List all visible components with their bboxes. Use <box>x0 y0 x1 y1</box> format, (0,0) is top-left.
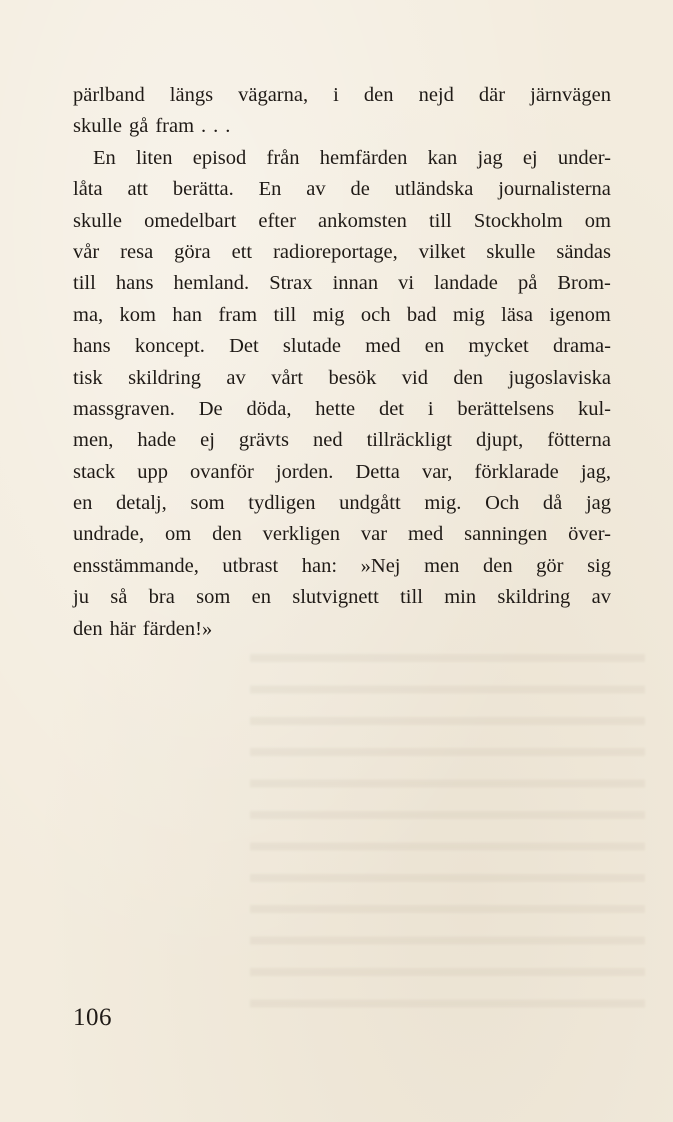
text-line <box>73 206 611 237</box>
word: upp <box>137 460 168 483</box>
word: hans <box>73 335 111 358</box>
word: gör <box>536 554 564 577</box>
word: pärlband <box>73 84 145 106</box>
word: fram <box>218 303 258 326</box>
word: radioreportage, <box>273 240 398 263</box>
text-line <box>73 425 611 456</box>
word: tillräckligt <box>366 429 452 452</box>
word: omedelbart <box>144 209 237 232</box>
word: och <box>360 303 391 326</box>
word: De <box>198 397 223 420</box>
word: vid <box>401 366 428 389</box>
word: döda, <box>246 397 292 420</box>
word: av <box>306 178 326 201</box>
word: Stockholm <box>473 209 563 232</box>
word: verkligen <box>262 523 341 546</box>
word: men, <box>73 429 114 452</box>
text-line <box>73 519 611 550</box>
word: skildring <box>497 586 571 609</box>
text-line <box>73 143 611 174</box>
word: låta <box>73 178 103 201</box>
word: koncept. <box>134 335 205 358</box>
word: skulle <box>73 115 122 138</box>
word: ankomsten <box>318 209 407 232</box>
word: fötterna <box>547 429 611 452</box>
word: över- <box>568 523 611 546</box>
word: Detta <box>355 460 400 483</box>
word: . <box>201 115 207 138</box>
word: massgraven. <box>73 397 175 420</box>
text-line <box>73 331 611 362</box>
word: ej <box>522 146 538 169</box>
word: han <box>172 303 202 326</box>
word: drama- <box>552 335 611 358</box>
word: den <box>73 617 103 640</box>
word: en <box>251 586 271 609</box>
word: kul- <box>577 397 611 420</box>
word: med <box>407 523 444 546</box>
word: min <box>444 586 477 609</box>
word: vårt <box>271 366 304 389</box>
text-line <box>73 80 611 111</box>
word: skulle <box>486 240 536 263</box>
word: på <box>517 272 538 295</box>
word: förklarade <box>474 460 559 483</box>
word: till <box>400 586 423 609</box>
word: den <box>212 523 242 546</box>
word: sanningen <box>464 523 548 546</box>
word: jag <box>585 492 611 515</box>
word: utländska <box>394 178 474 201</box>
word: slutade <box>282 335 341 358</box>
text-line <box>73 300 611 331</box>
word: jorden. <box>275 460 334 483</box>
word: journalisterna <box>498 178 611 201</box>
word: i <box>333 84 339 106</box>
word: mig <box>452 303 485 326</box>
word: Och <box>485 492 520 515</box>
word: det <box>378 397 404 420</box>
word: mig. <box>424 492 462 515</box>
text-line <box>73 174 611 205</box>
word: stack <box>73 460 116 483</box>
word: igenom <box>549 303 611 326</box>
word: ovanför <box>190 460 254 483</box>
word: den <box>363 84 394 106</box>
word: i <box>427 397 434 420</box>
word: från <box>266 146 300 169</box>
word: läsa <box>501 303 534 326</box>
word: En <box>258 178 282 201</box>
word: nejd <box>418 84 454 106</box>
word: järnvägen <box>530 84 611 106</box>
word: att <box>127 178 148 201</box>
word: landade <box>434 272 498 295</box>
word: Brom- <box>557 272 611 295</box>
text-line <box>73 268 611 299</box>
word: En <box>93 146 116 169</box>
word: slutvignett <box>292 586 379 609</box>
text-line <box>73 488 611 519</box>
word: om <box>584 209 611 232</box>
text-line <box>73 363 611 394</box>
word: efter <box>258 209 296 232</box>
text-line <box>73 457 611 488</box>
word: episod <box>192 146 247 169</box>
word: detalj, <box>116 492 167 515</box>
word: undrade, <box>73 523 145 546</box>
word: hemfärden <box>319 146 408 169</box>
word: . <box>225 115 231 138</box>
word: berättelsens <box>457 397 555 420</box>
word: . <box>213 115 219 138</box>
word: utbrast <box>222 554 279 577</box>
word: innan <box>332 272 379 295</box>
word: Strax <box>269 272 313 295</box>
word: till <box>73 272 96 295</box>
word: jugoslaviska <box>508 366 611 389</box>
word: de <box>350 178 370 201</box>
word: kan <box>427 146 458 169</box>
word: skulle <box>73 209 122 232</box>
word: skildring <box>128 366 201 389</box>
page-number: 106 <box>73 1004 112 1031</box>
text-line <box>73 237 611 268</box>
word: om <box>165 523 192 546</box>
text-line <box>73 551 611 582</box>
word: mycket <box>468 335 529 358</box>
word: han: <box>301 554 338 577</box>
word: djupt, <box>475 429 524 452</box>
word: undgått <box>339 492 401 515</box>
word: som <box>196 586 231 609</box>
word: hemland. <box>173 272 250 295</box>
word: kom <box>119 303 156 326</box>
word: var <box>360 523 388 546</box>
word: då <box>542 492 563 515</box>
word: tydligen <box>248 492 316 515</box>
word: bad <box>406 303 437 326</box>
word: hade <box>137 429 177 452</box>
word: till <box>273 303 297 326</box>
word: mig <box>312 303 345 326</box>
word: Det <box>229 335 259 358</box>
word: »Nej <box>360 554 401 577</box>
word: av <box>591 586 611 609</box>
word: ju <box>73 586 89 609</box>
word: ensstämmande, <box>73 554 199 577</box>
text-line <box>73 582 611 613</box>
word: som <box>190 492 225 515</box>
word: den <box>482 554 513 577</box>
word: hans <box>115 272 154 295</box>
word: grävts <box>238 429 289 452</box>
word: av <box>226 366 246 389</box>
word: jag <box>477 146 503 169</box>
word: den <box>453 366 484 389</box>
word: vägarna, <box>238 84 309 106</box>
word: vilket <box>418 240 466 263</box>
show-through-text <box>250 640 645 1020</box>
word: sig <box>587 554 611 577</box>
word: var, <box>421 460 453 483</box>
word: en <box>424 335 445 358</box>
word: en <box>73 492 93 515</box>
word: med <box>365 335 401 358</box>
word: göra <box>174 240 211 263</box>
text-line <box>73 614 611 645</box>
word: resa <box>120 240 154 263</box>
word: vår <box>73 240 100 263</box>
word: ma, <box>73 303 104 326</box>
word: jag, <box>580 460 611 483</box>
word: vi <box>398 272 415 295</box>
word: färden!» <box>142 617 213 640</box>
text-line <box>73 394 611 425</box>
word: ett <box>231 240 253 263</box>
word: liten <box>136 146 173 169</box>
word: här <box>109 617 136 640</box>
word: längs <box>169 84 214 106</box>
word: hette <box>315 397 356 420</box>
word: gå <box>128 115 149 138</box>
word: så <box>110 586 128 609</box>
word: där <box>478 84 506 106</box>
word: till <box>428 209 452 232</box>
word: bra <box>148 586 175 609</box>
word: ned <box>312 429 343 452</box>
word: ej <box>200 429 215 452</box>
word: under- <box>557 146 611 169</box>
word: besök <box>328 366 377 389</box>
word: berätta. <box>172 178 234 201</box>
body-text <box>73 80 611 645</box>
word: sändas <box>556 240 611 263</box>
text-line <box>73 111 611 142</box>
word: tisk <box>73 366 103 389</box>
word: fram <box>155 115 195 138</box>
word: men <box>424 554 460 577</box>
